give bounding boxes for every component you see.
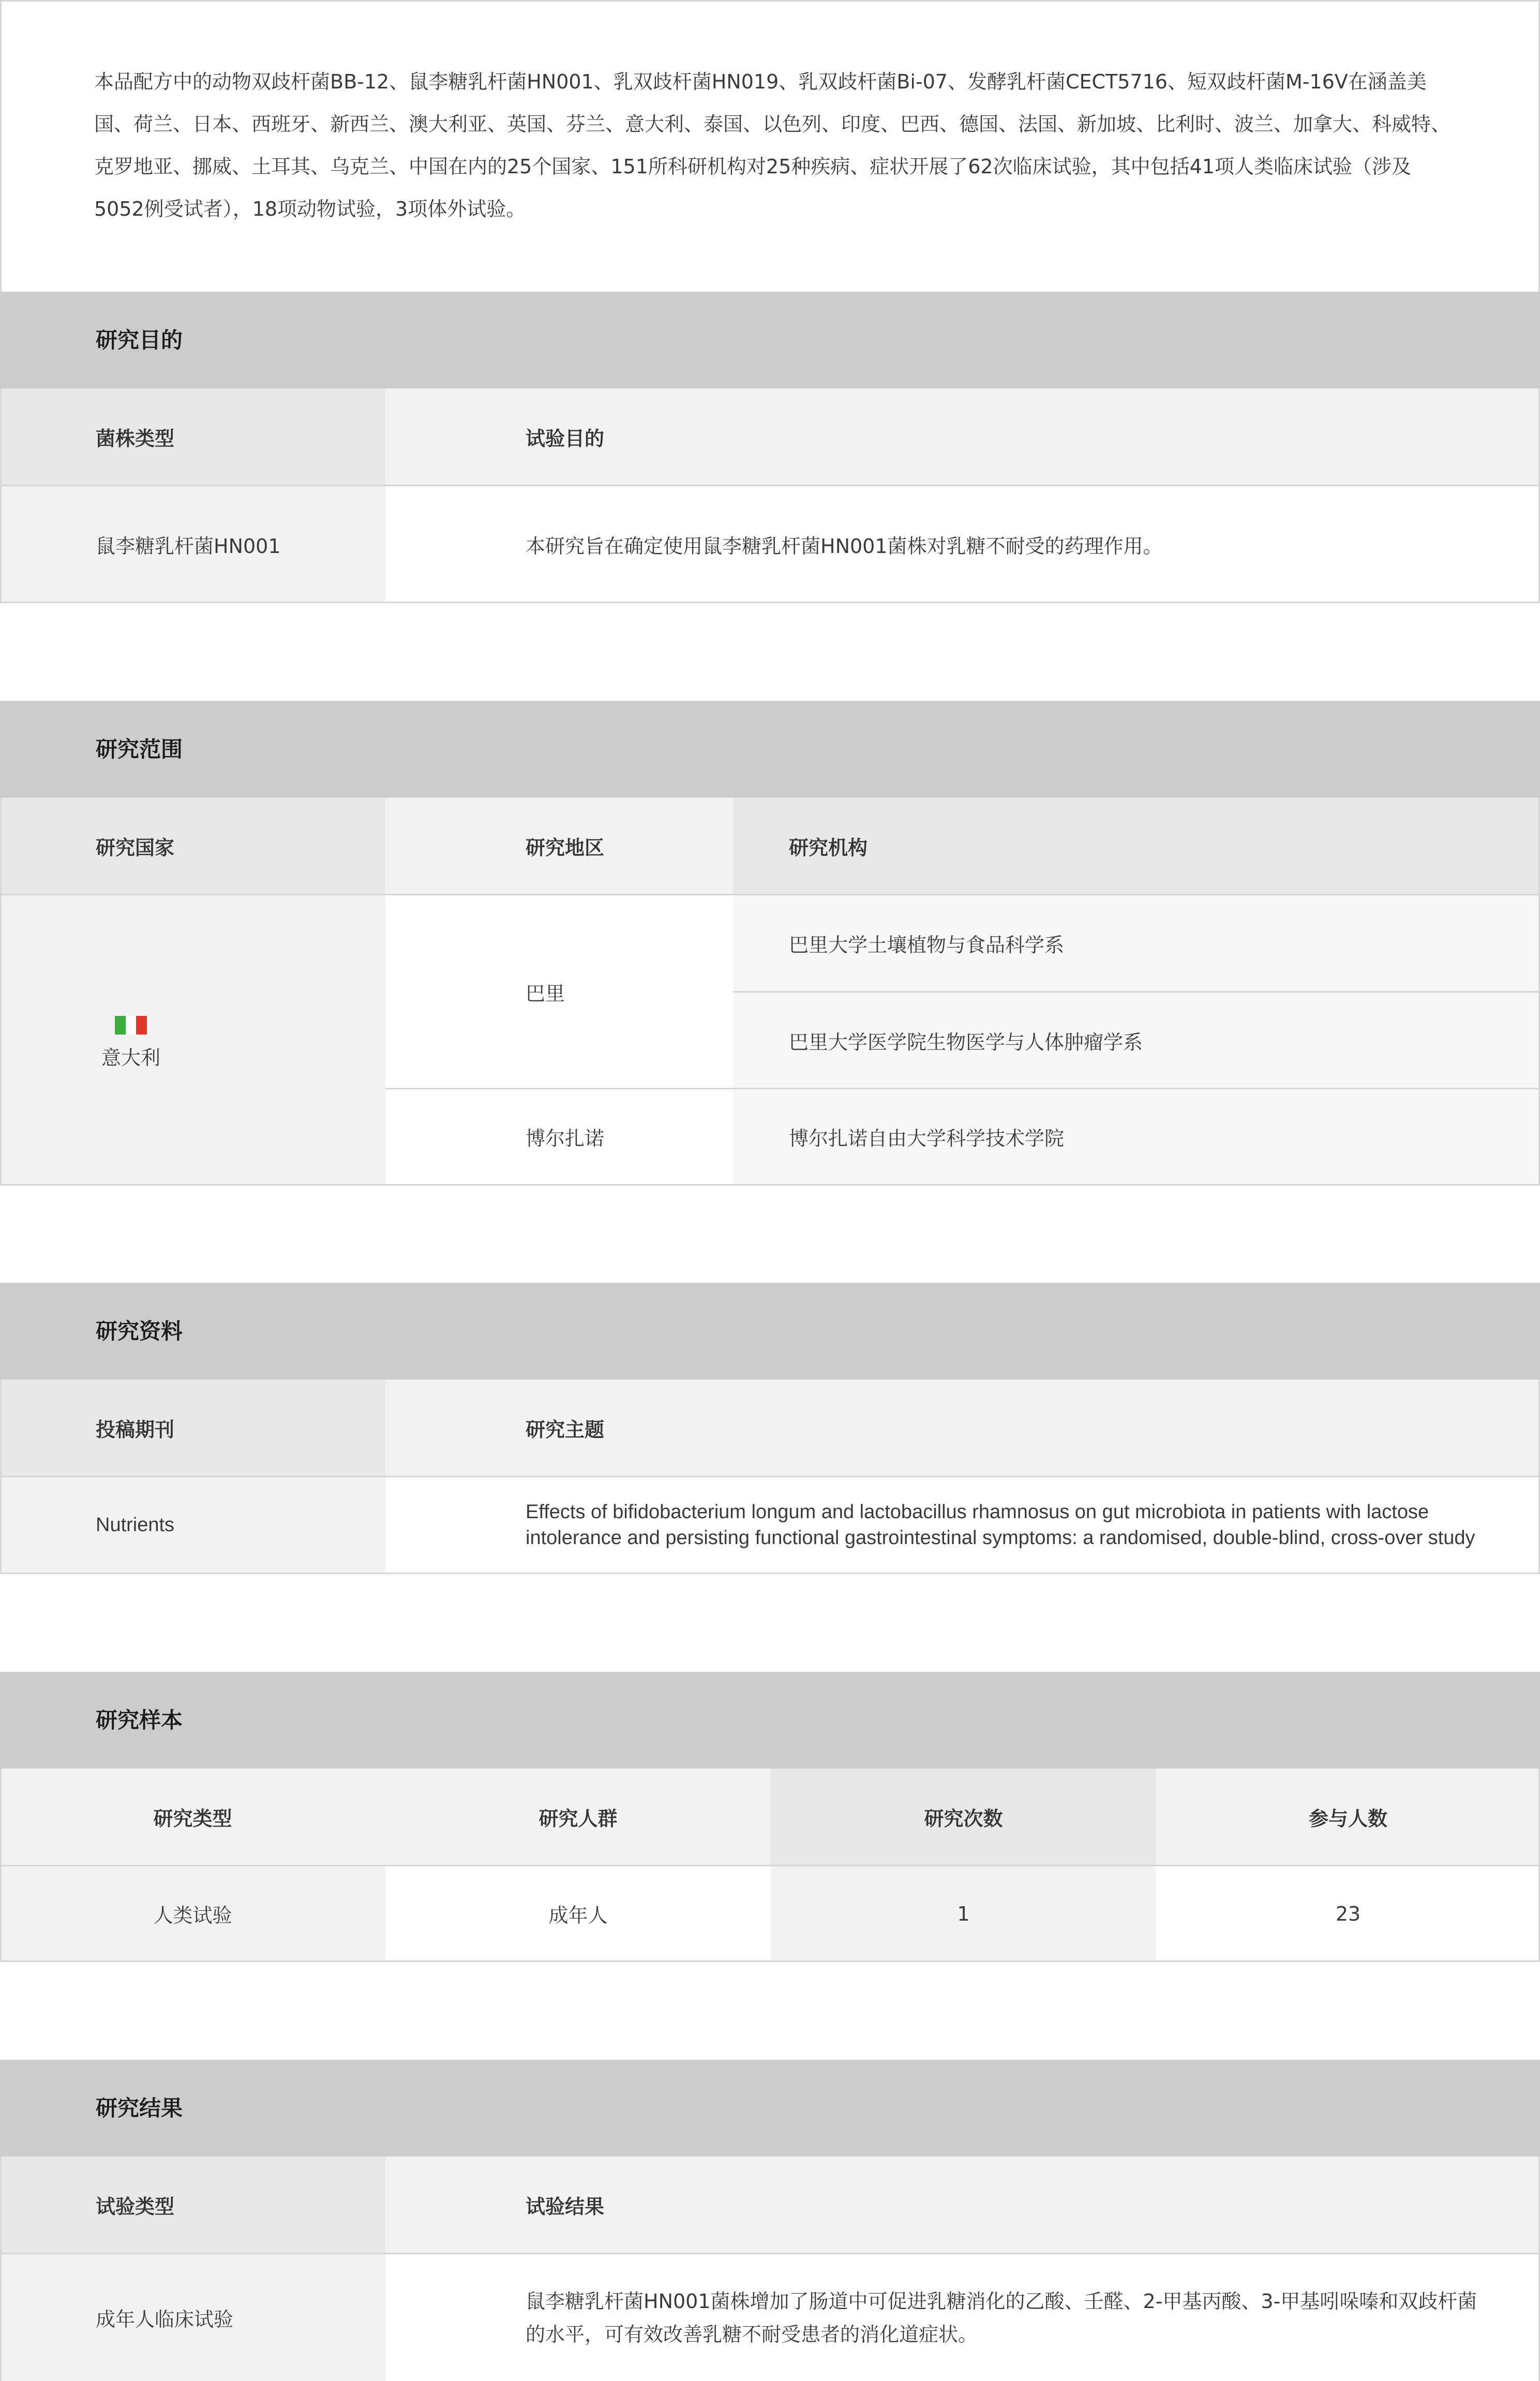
intro-text: 本品配方中的动物双歧杆菌BB-12、鼠李糖乳杆菌HN001、乳双歧杆菌HN019、乳双歧杆菌Bi-07、发酵乳杆菌CECT5716、短双歧杆菌M-16V在涵盖美国、荷兰、日本、西班牙、新西兰、澳大利亚、英国、芬兰、意大利、泰国、以色列、印度、巴西、德国、法国、新加坡、比利时、波兰、加拿大、科威特、克罗地亚、挪威、土耳其、乌克兰、中国在内的25个国家、151所科研机构对25种疾病、症状开展了62次临床试验，其中包括41项人类临床试验（涉及5052例受试者），18项动物试验，3项体外试验。 bbox=[94, 70, 1451, 220]
purpose-header-aim: 试验目的 bbox=[385, 388, 1540, 485]
scope-header-country: 研究国家 bbox=[0, 798, 385, 894]
scope-title: 研究范围 bbox=[96, 737, 183, 762]
sample-header-participants: 参与人数 bbox=[1156, 1769, 1540, 1865]
sample-participants-cell: 23 bbox=[1156, 1866, 1540, 1961]
material-topic-cell: Effects of bifidobacterium longum and lactobacillus rhamnosus on gut microbiota in patients with lactose intolerance and persisting functional gastrointestinal symptoms: a randomised, double-blind, cross-over study bbox=[385, 1477, 1540, 1573]
result-header-type: 试验类型 bbox=[0, 2157, 385, 2253]
sample-population-cell: 成年人 bbox=[385, 1866, 771, 1961]
purpose-header-strain: 菌株类型 bbox=[0, 388, 385, 485]
sample-header-population: 研究人群 bbox=[385, 1769, 771, 1865]
scope-institution-cell: 巴里大学医学院生物医学与人体肿瘤学系 bbox=[733, 993, 1540, 1088]
scope-section-header bbox=[0, 701, 1540, 798]
material-header-journal: 投稿期刊 bbox=[0, 1380, 385, 1476]
flag-stripe-red bbox=[136, 1016, 147, 1035]
sample-section-header bbox=[0, 1672, 1540, 1769]
sample-type-cell: 人类试验 bbox=[0, 1866, 385, 1961]
scope-country-cell bbox=[0, 895, 385, 1184]
material-title: 研究资料 bbox=[96, 1319, 183, 1344]
sample-header-count: 研究次数 bbox=[771, 1769, 1156, 1865]
result-section-header bbox=[0, 2060, 1540, 2157]
scope-region-cell: 博尔扎诺 bbox=[385, 1089, 733, 1184]
scope-institution-cell: 博尔扎诺自由大学科学技术学院 bbox=[733, 1089, 1540, 1184]
sample-title: 研究样本 bbox=[96, 1708, 183, 1733]
result-outcome-cell: 鼠李糖乳杆菌HN001菌株增加了肠道中可促进乳糖消化的乙酸、壬醛、2-甲基丙酸、3-甲基吲哚嗪和双歧杆菌的水平，可有效改善乳糖不耐受患者的消化道症状。 bbox=[385, 2254, 1540, 2381]
scope-header-institution: 研究机构 bbox=[733, 798, 1540, 894]
flag-stripe-green bbox=[115, 1016, 126, 1035]
material-header-topic: 研究主题 bbox=[385, 1380, 1540, 1476]
scope-institution-cell: 巴里大学土壤植物与食品科学系 bbox=[733, 895, 1540, 991]
sample-count-cell: 1 bbox=[771, 1866, 1156, 1961]
result-title: 研究结果 bbox=[96, 2095, 183, 2121]
scope-region-cell: 巴里 bbox=[385, 895, 733, 1088]
purpose-section-header bbox=[0, 292, 1540, 388]
result-type-cell: 成年人临床试验 bbox=[0, 2254, 385, 2381]
italy-flag-icon bbox=[115, 1016, 147, 1037]
material-section-header bbox=[0, 1283, 1540, 1380]
scope-country-name: 意大利 bbox=[101, 1046, 161, 1069]
flag-stripe-white bbox=[126, 1016, 137, 1035]
intro-panel bbox=[0, 0, 1540, 292]
sample-header-type: 研究类型 bbox=[0, 1769, 385, 1865]
scope-header-region: 研究地区 bbox=[385, 798, 733, 894]
purpose-strain-cell: 鼠李糖乳杆菌HN001 bbox=[0, 486, 385, 602]
result-header-outcome: 试验结果 bbox=[385, 2157, 1540, 2253]
material-journal-cell: Nutrients bbox=[0, 1477, 385, 1573]
purpose-title: 研究目的 bbox=[96, 327, 183, 353]
purpose-aim-cell: 本研究旨在确定使用鼠李糖乳杆菌HN001菌株对乳糖不耐受的药理作用。 bbox=[385, 486, 1540, 602]
